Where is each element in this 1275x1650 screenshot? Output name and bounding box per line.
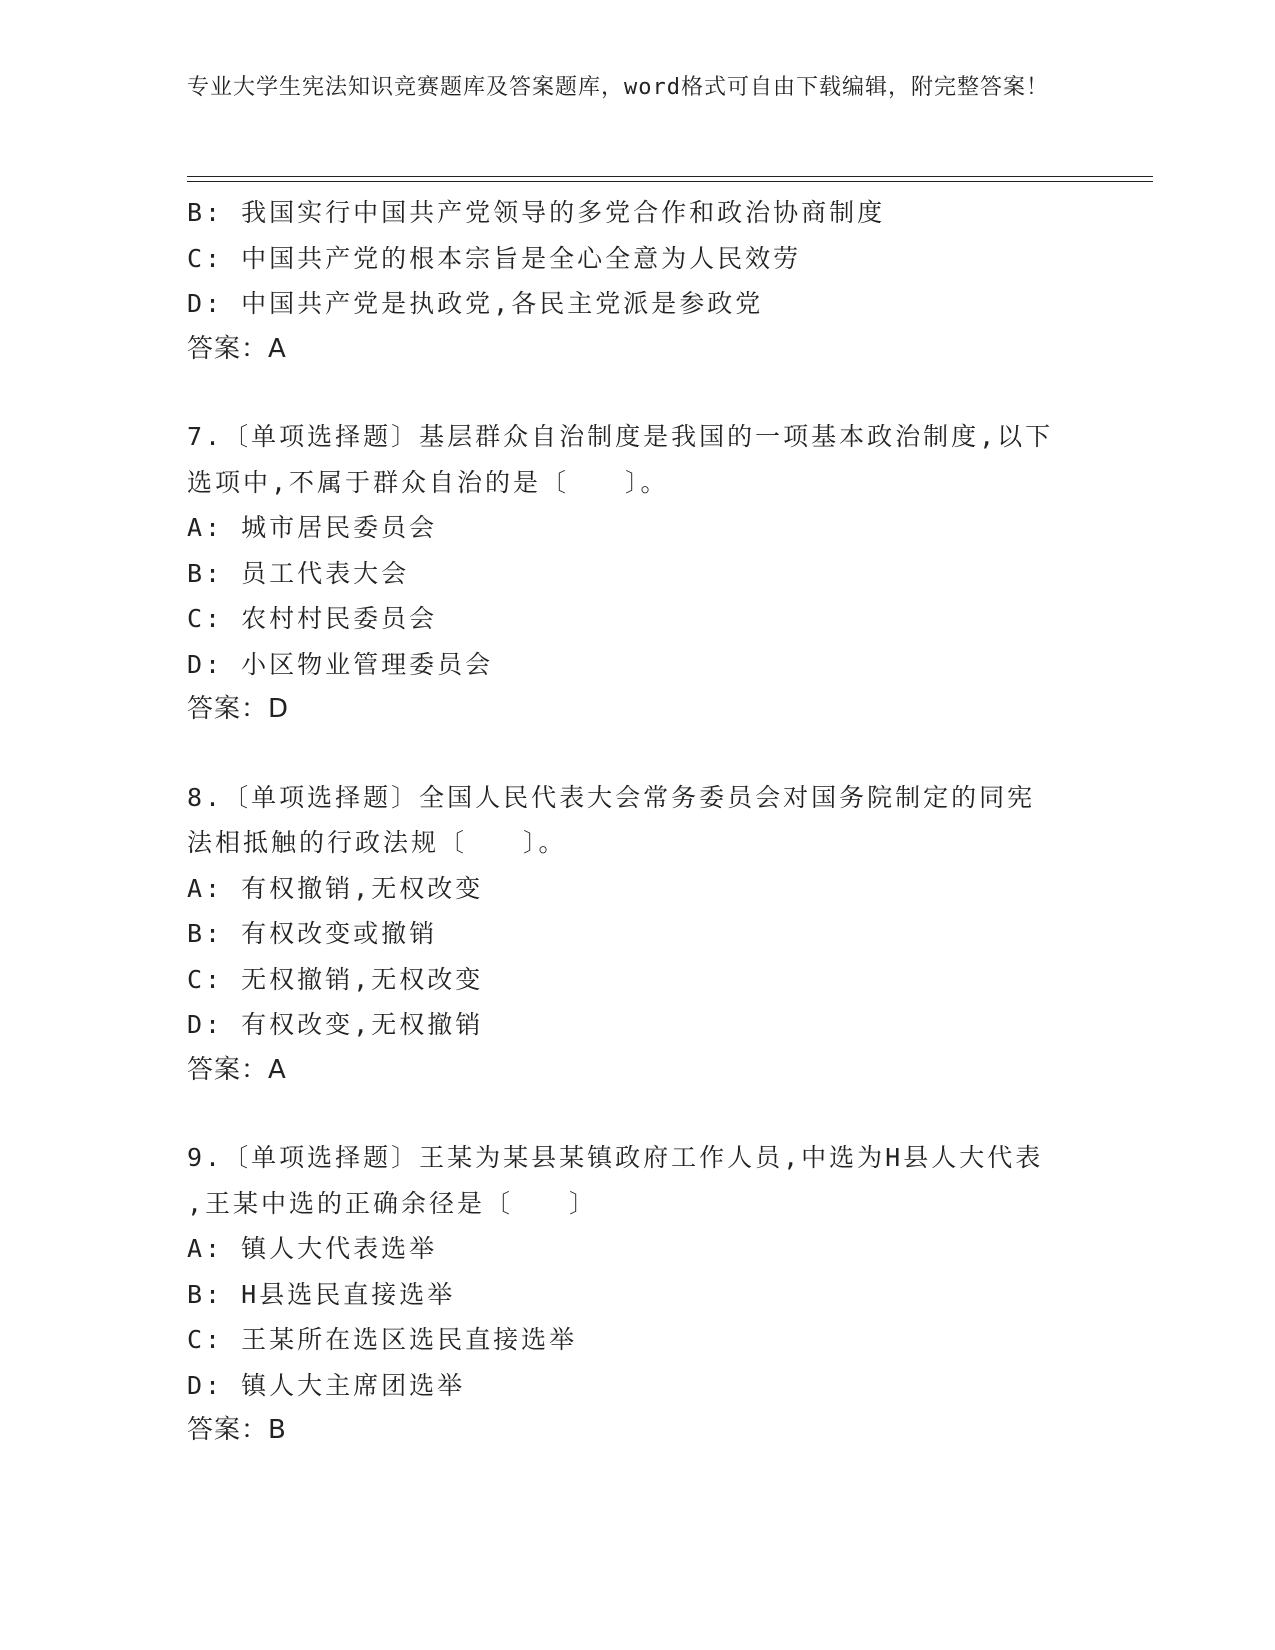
option-c: C: 中国共产党的根本宗旨是全心全意为人民效劳: [187, 243, 802, 273]
question-stem-line: 7.〔单项选择题〕基层群众自治制度是我国的一项基本政治制度,以下: [187, 422, 1054, 451]
option-b: B: 我国实行中国共产党领导的多党合作和政治协商制度: [187, 198, 886, 227]
option-c: C: 农村村民委员会: [187, 604, 438, 633]
option-c: C: 王某所在选区选民直接选举: [187, 1325, 578, 1354]
question-8: [187, 775, 1087, 1094]
option-a: A: 镇人大代表选举: [187, 1234, 438, 1263]
answer-line: 答案：D: [187, 694, 290, 724]
answer-line: 答案：B: [187, 1415, 287, 1445]
question-stem-line: 选项中,不属于群众自治的是〔 〕。: [187, 467, 669, 497]
option-d: D: 镇人大主席团选举: [187, 1370, 466, 1400]
option-a: A: 城市居民委员会: [187, 513, 438, 542]
question-stem-line: 9.〔单项选择题〕王某为某县某镇政府工作人员,中选为H县人大代表: [187, 1143, 1044, 1172]
question-stem-line: ,王某中选的正确余径是〔 〕: [187, 1188, 598, 1218]
option-c: C: 无权撤销,无权改变: [187, 964, 484, 994]
question-stem-line: 法相抵触的行政法规〔 〕。: [187, 828, 567, 857]
question-6-continued: [187, 190, 1087, 372]
question-content: [187, 190, 1087, 1454]
option-d: D: 中国共产党是执政党,各民主党派是参政党: [187, 289, 764, 318]
document-header: 专业大学生宪法知识竞赛题库及答案题库，word格式可自由下载编辑，附完整答案！: [187, 75, 1049, 100]
header-divider-top: [187, 176, 1153, 177]
option-d: D: 有权改变,无权撤销: [187, 1010, 484, 1039]
option-b: B: 员工代表大会: [187, 558, 410, 588]
question-stem-line: 8.〔单项选择题〕全国人民代表大会常务委员会对国务院制定的同宪: [187, 782, 1036, 812]
question-7: [187, 414, 1087, 733]
answer-line: 答案：A: [187, 333, 287, 364]
option-b: B: H县选民直接选举: [187, 1279, 456, 1309]
option-d: D: 小区物业管理委员会: [187, 649, 494, 679]
question-9: [187, 1135, 1087, 1454]
option-a: A: 有权撤销,无权改变: [187, 873, 484, 903]
header-divider-bottom: [187, 181, 1153, 182]
answer-line: 答案：A: [187, 1054, 287, 1085]
option-b: B: 有权改变或撤销: [187, 919, 438, 948]
